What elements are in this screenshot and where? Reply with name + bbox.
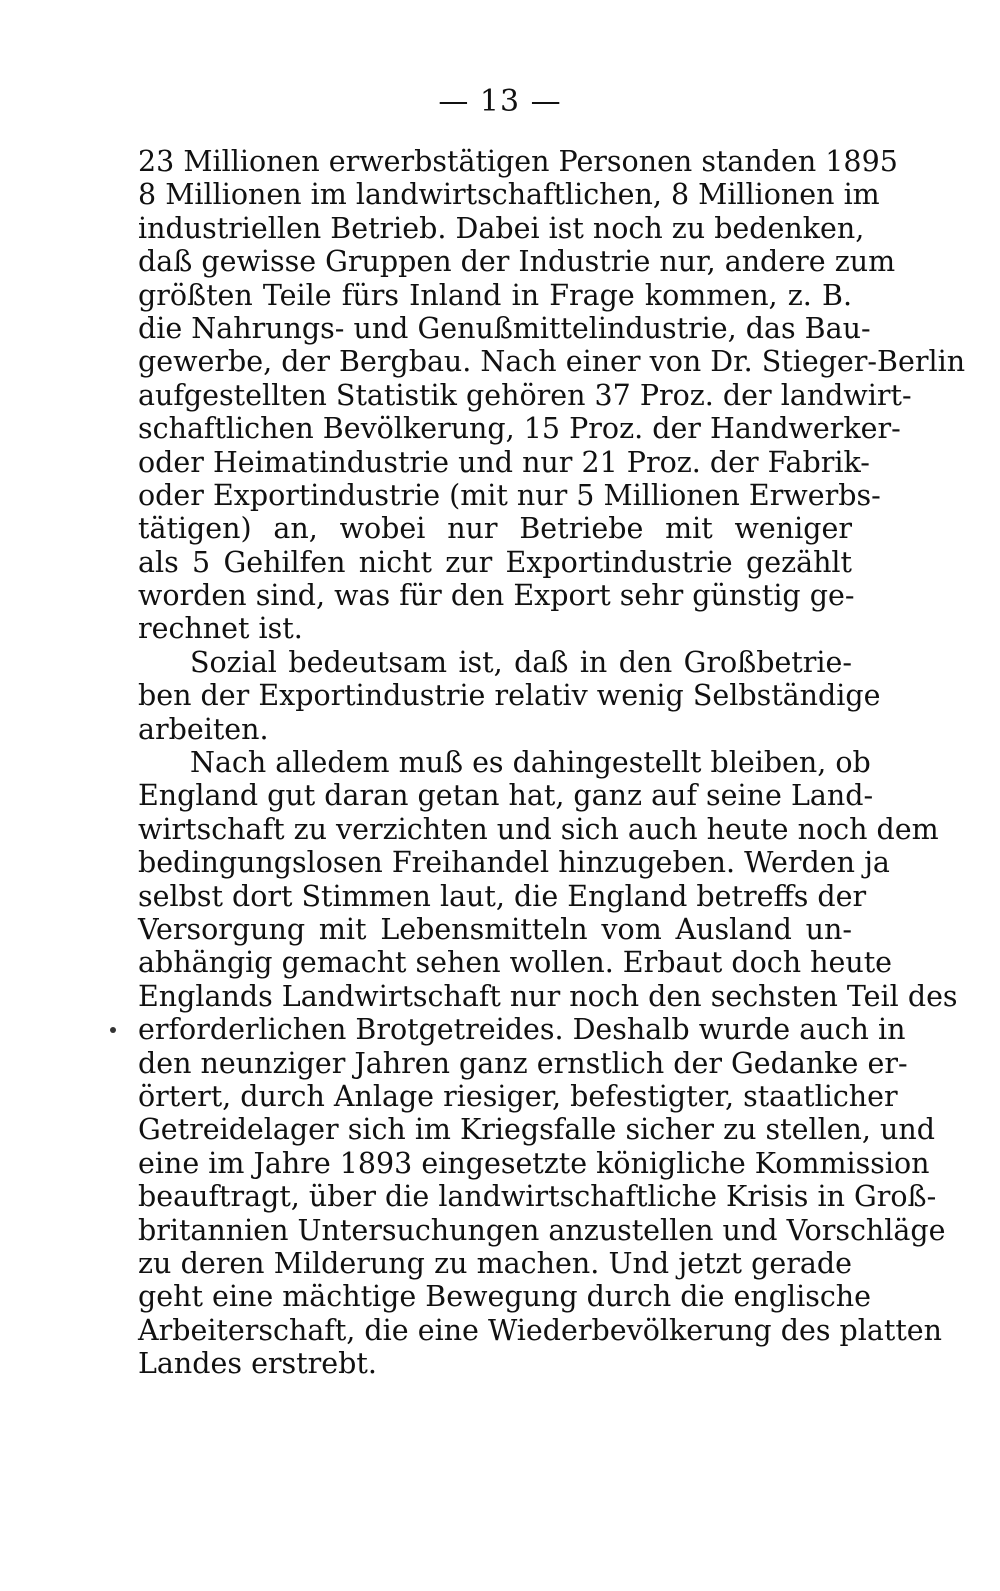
text-line: Englands Landwirtschaft nur noch den sechsten Teil des <box>138 979 958 1013</box>
paragraph-statistics <box>138 145 966 646</box>
body-text <box>138 145 966 1381</box>
text-line: worden sind, was für den Export sehr günstig ge- <box>138 579 855 613</box>
text-line: Getreidelager sich im Kriegsfalle sicher zu stellen, und <box>138 1113 935 1147</box>
text-line: zu deren Milderung zu machen. Und jetzt gerade <box>138 1246 852 1280</box>
text-line: britannien Untersuchungen anzustellen und Vorschläge <box>138 1213 946 1247</box>
text-line: ben der Exportindustrie relativ wenig Selbständige <box>138 679 881 713</box>
text-line: abhängig gemacht sehen wollen. Erbaut doch heute <box>138 946 893 980</box>
text-line: Nach alledem muß es dahingestellt bleiben, ob <box>190 746 871 780</box>
text-line: aufgestellten Statistik gehören 37 Proz. der landwirt- <box>138 378 912 412</box>
text-line: 8 Millionen im landwirtschaftlichen, 8 Millionen im <box>138 178 880 212</box>
text-line: Sozial bedeutsam ist, daß in den Großbetrie- <box>190 645 852 679</box>
text-line: den neunziger Jahren ganz ernstlich der Gedanke er- <box>138 1046 908 1080</box>
text-line: England gut daran getan hat, ganz auf seine Land- <box>138 779 874 813</box>
text-line: Versorgung mit Lebensmitteln vom Ausland un- <box>138 912 852 946</box>
page-number: — 13 — <box>438 84 562 119</box>
text-line: daß gewisse Gruppen der Industrie nur, andere zum <box>138 245 896 279</box>
text-line: oder Heimatindustrie und nur 21 Proz. der Fabrik- <box>138 445 870 479</box>
text-line: industriellen Betrieb. Dabei ist noch zu bedenken, <box>138 211 865 245</box>
text-line: gewerbe, der Bergbau. Nach einer von Dr. Stieger-Berlin <box>138 345 966 379</box>
text-line: die Nahrungs- und Genußmittelindustrie, das Bau- <box>138 311 871 345</box>
text-line: örtert, durch Anlage riesiger, befestigter, staatlicher <box>138 1079 898 1113</box>
text-line: arbeiten. <box>138 712 269 746</box>
ink-speck <box>110 1027 116 1033</box>
text-line: eine im Jahre 1893 eingesetzte königliche Kommission <box>138 1146 930 1180</box>
text-line: schaftlichen Bevölkerung, 15 Proz. der Handwerker- <box>138 412 901 446</box>
text-line: rechnet ist. <box>138 612 303 646</box>
text-line: tätigen) an, wobei nur Betriebe mit weniger <box>138 512 852 546</box>
text-line: 23 Millionen erwerbstätigen Personen standen 1895 <box>138 145 898 178</box>
text-line: Arbeiterschaft, die eine Wiederbevölkerung des platten <box>138 1313 943 1347</box>
text-line: wirtschaft zu verzichten und sich auch heute noch dem <box>138 812 939 846</box>
text-line: geht eine mächtige Bewegung durch die englische <box>138 1280 872 1314</box>
text-line: erforderlichen Brotgetreides. Deshalb wurde auch in <box>138 1013 906 1047</box>
paragraph-social <box>138 645 881 746</box>
text-line: größten Teile fürs Inland in Frage kommen, z. B. <box>138 278 852 312</box>
text-line: bedingungslosen Freihandel hinzugeben. Werden ja <box>138 846 890 880</box>
paragraph-england <box>138 746 958 1381</box>
text-line: selbst dort Stimmen laut, die England betreffs der <box>138 879 867 913</box>
text-line: Landes erstrebt. <box>138 1347 377 1381</box>
text-line: als 5 Gehilfen nicht zur Exportindustrie gezählt <box>138 545 852 579</box>
text-line: oder Exportindustrie (mit nur 5 Millionen Erwerbs- <box>138 478 881 512</box>
text-line: beauftragt, über die landwirtschaftliche Krisis in Groß- <box>138 1180 937 1214</box>
